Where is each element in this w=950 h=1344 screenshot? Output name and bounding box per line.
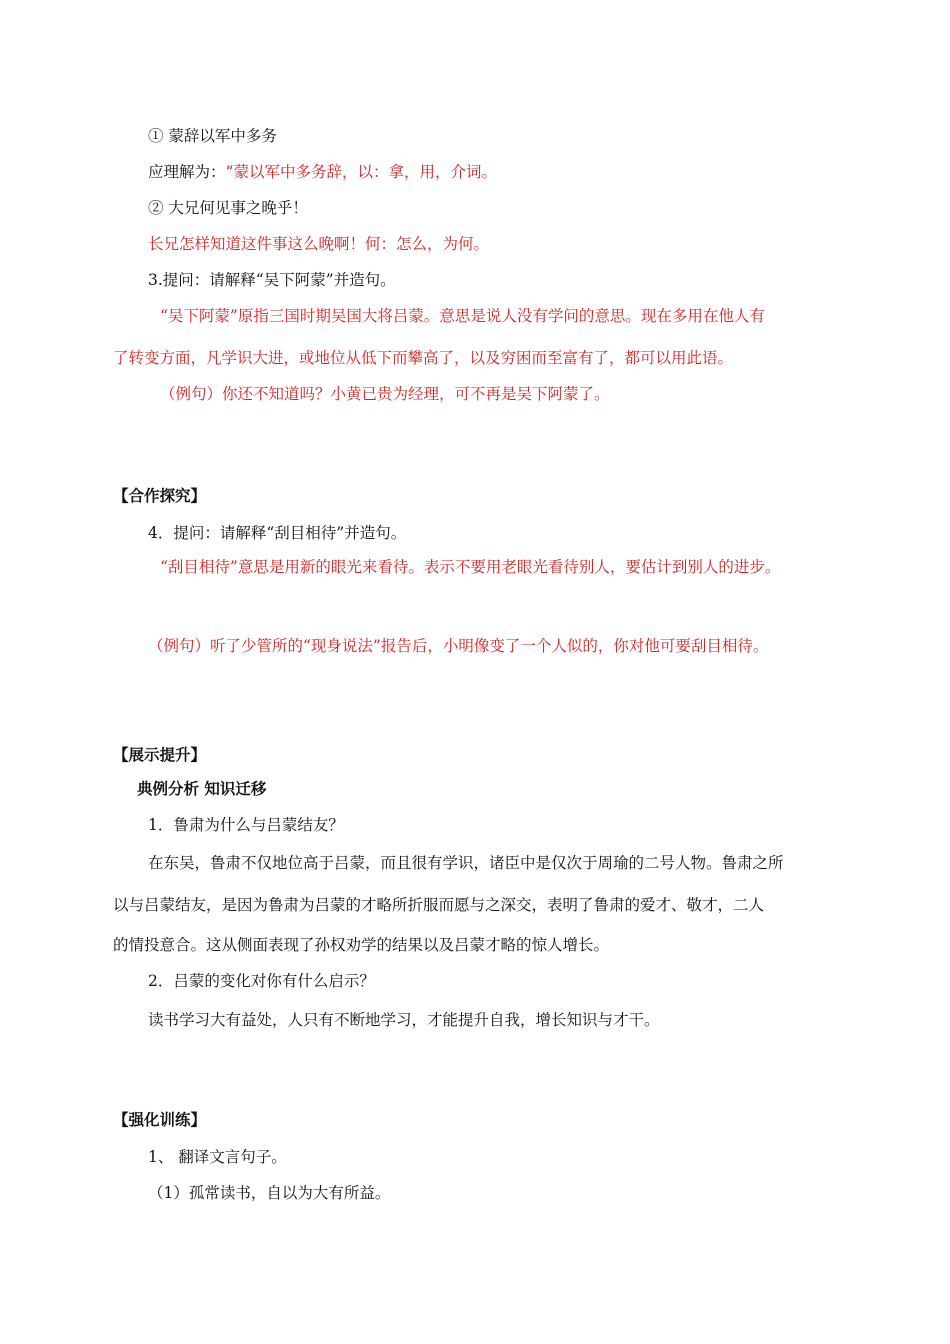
- interpretation-answer: “蒙以军中多务辞，以：拿，用，介词。: [225, 163, 497, 181]
- question-3: 3.提问：请解释“吴下阿蒙”并造句。: [148, 271, 396, 289]
- section-heading-cooperate: 【合作探究】: [113, 486, 207, 505]
- show-answer-1-line1: 在东吴，鲁肃不仅地位高于吕蒙，而且很有学识，诸臣中是仅次于周瑜的二号人物。鲁肃之所: [148, 854, 784, 872]
- answer-3-line2: 了转变方面，凡学识大进，或地位从低下而攀高了，以及穷困而至富有了，都可以用此语。: [113, 349, 734, 367]
- quote-1: ① 蒙辞以军中多务: [148, 127, 277, 145]
- interpretation-label: 应理解为：: [148, 163, 226, 181]
- example-3: （例句）你还不知道吗？小黄已贵为经理，可不再是吴下阿蒙了。: [160, 385, 610, 403]
- subheading-analysis: 典例分析 知识迁移: [137, 779, 267, 798]
- show-answer-1-line2: 以与吕蒙结友，是因为鲁肃为吕蒙的才略所折服而愿与之深交，表明了鲁肃的爱才、敬才，二人: [113, 896, 765, 914]
- answer-2: 长兄怎样知道这件事这么晚啊！何：怎么，为何。: [148, 235, 490, 253]
- answer-4: “刮目相待”意思是用新的眼光来看待。表示不要用老眼光看待别人，要估计到别人的进步。: [160, 558, 781, 576]
- show-answer-2: 读书学习大有益处，人只有不断地学习，才能提升自我，增长知识与才干。: [148, 1011, 660, 1029]
- example-4: （例句）听了少管所的“现身说法”报告后，小明像变了一个人似的，你对他可要刮目相待。: [148, 637, 769, 655]
- quote-2: ② 大兄何见事之晚乎！: [148, 199, 308, 217]
- section-heading-train: 【强化训练】: [113, 1110, 207, 1129]
- section-heading-show: 【展示提升】: [113, 745, 207, 764]
- question-4: 4．提问：请解释“刮目相待”并造句。: [148, 524, 407, 542]
- show-answer-1-line3: 的情投意合。这从侧面表现了孙权劝学的结果以及吕蒙才略的惊人增长。: [113, 936, 610, 954]
- train-question-1-1: （1）孤常读书，自以为大有所益。: [148, 1184, 391, 1202]
- show-question-1: 1．鲁肃为什么与吕蒙结友？: [148, 816, 344, 834]
- show-question-2: 2．吕蒙的变化对你有什么启示？: [148, 972, 375, 990]
- answer-3-line1: “吴下阿蒙”原指三国时期吴国大将吕蒙。意思是说人没有学问的意思。现在多用在他人有: [160, 307, 765, 325]
- interpretation-line: [148, 162, 497, 182]
- train-question-1: 1、 翻译文言句子。: [148, 1148, 287, 1166]
